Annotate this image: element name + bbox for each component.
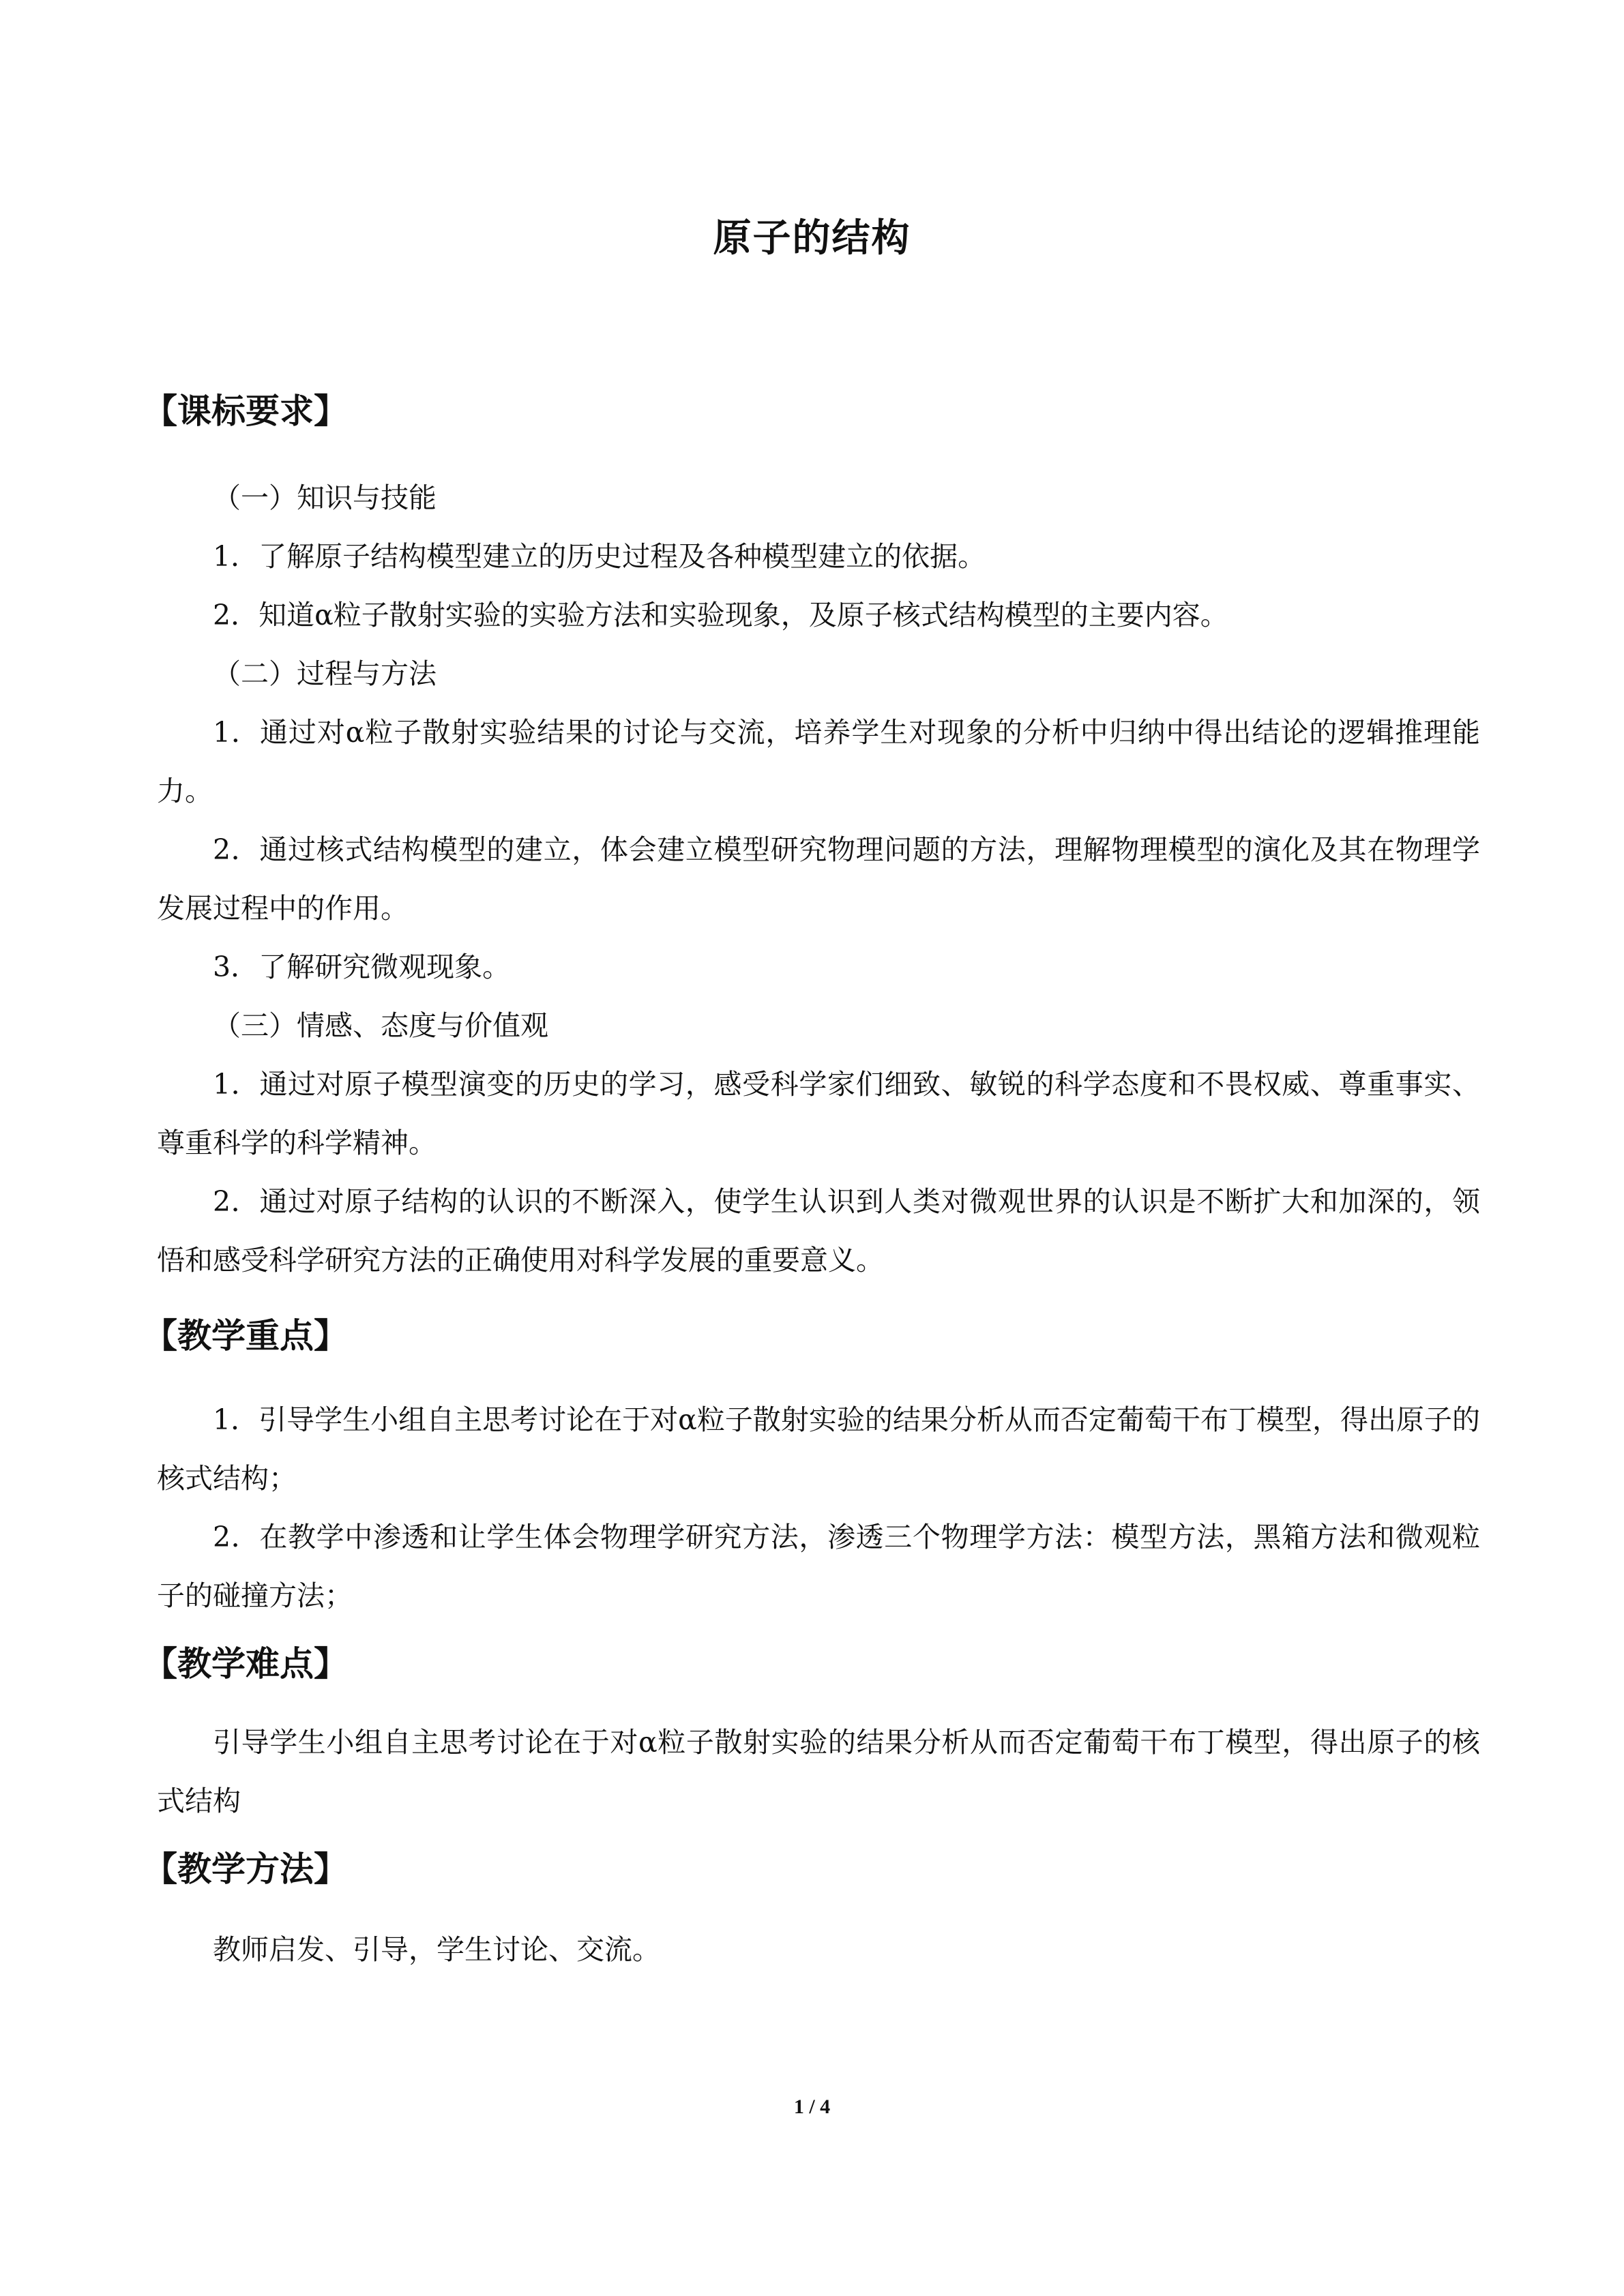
paragraph-emotion-2: 2．通过对原子结构的认识的不断深入，使学生认识到人类对微观世界的认识是不断扩大和加深的，领悟和感受科学研究方法的正确使用对科学发展的重要意义。 (157, 1185, 1480, 1277)
heading-teaching-difficulty: 【教学难点】 (143, 1644, 348, 1684)
subheading-knowledge-skills: （一）知识与技能 (213, 481, 437, 514)
heading-curriculum-requirements: 【课标要求】 (143, 391, 348, 431)
paragraph-process-1: 1．通过对α粒子散射实验结果的讨论与交流，培养学生对现象的分析中归纳中得出结论的逻辑推理能力。 (157, 716, 1480, 807)
subheading-emotion-values: （三）情感、态度与价值观 (213, 1009, 548, 1042)
heading-teaching-focus: 【教学重点】 (143, 1316, 348, 1356)
page-title: 原子的结构 (713, 216, 911, 260)
paragraph-knowledge-2: 2．知道α粒子散射实验的实验方法和实验现象，及原子核式结构模型的主要内容。 (213, 599, 1228, 631)
paragraph-emotion-1: 1．通过对原子模型演变的历史的学习，感受科学家们细致、敏锐的科学态度和不畏权威、尊重事实、尊重科学的科学精神。 (157, 1068, 1480, 1159)
paragraph-method-1: 教师启发、引导，学生讨论、交流。 (213, 1933, 660, 1966)
paragraph-focus-1: 1．引导学生小组自主思考讨论在于对α粒子散射实验的结果分析从而否定葡萄干布丁模型，得出原子的核式结构； (157, 1403, 1480, 1495)
paragraph-process-3: 3．了解研究微观现象。 (213, 951, 511, 983)
paragraph-process-2: 2．通过核式结构模型的建立，体会建立模型研究物理问题的方法，理解物理模型的演化及其在物理学发展过程中的作用。 (157, 833, 1480, 925)
paragraph-focus-2: 2．在教学中渗透和让学生体会物理学研究方法，渗透三个物理学方法：模型方法，黑箱方法和微观粒子的碰撞方法； (157, 1521, 1480, 1612)
paragraph-difficulty-1: 引导学生小组自主思考讨论在于对α粒子散射实验的结果分析从而否定葡萄干布丁模型，得出原子的核式结构 (157, 1726, 1480, 1817)
heading-teaching-method: 【教学方法】 (143, 1849, 348, 1889)
paragraph-knowledge-1: 1．了解原子结构模型建立的历史过程及各种模型建立的依据。 (213, 540, 986, 573)
subheading-process-method: （二）过程与方法 (213, 657, 437, 690)
page-number: 1 / 4 (793, 2096, 831, 2118)
